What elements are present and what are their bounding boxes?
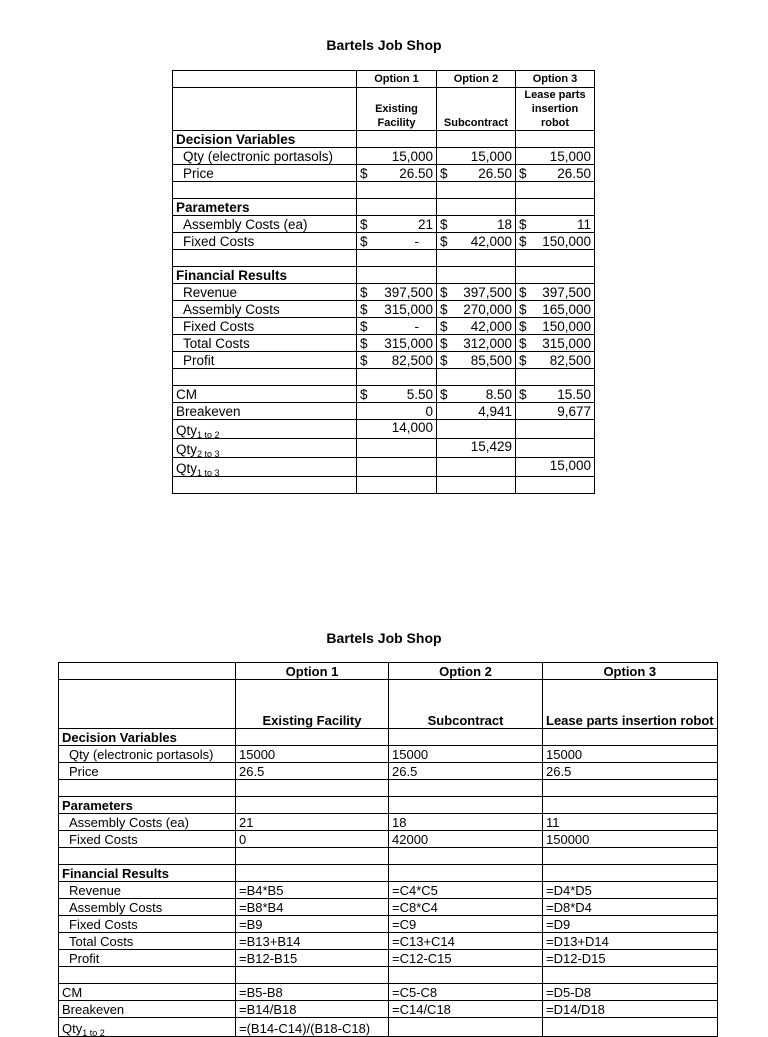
formula-fixed-2[interactable]: 42000 <box>389 831 543 848</box>
cell-assembly-2[interactable] <box>437 301 516 318</box>
table-row <box>173 267 595 284</box>
dollar-sign: $ <box>519 319 527 334</box>
section-decision[interactable]: Decision Variables <box>59 729 236 746</box>
label-revenue[interactable]: Revenue <box>173 284 357 301</box>
formula-fixed2-2[interactable]: =C9 <box>389 916 543 933</box>
cell-fixed-1[interactable] <box>357 233 437 250</box>
cell-fixed2-2[interactable] <box>437 318 516 335</box>
header-option-2[interactable]: Option 2 <box>437 71 516 88</box>
formula-fixed-3[interactable]: 150000 <box>543 831 718 848</box>
cell[interactable] <box>516 477 595 494</box>
cell-assembly-ea-1[interactable] <box>357 216 437 233</box>
formula-fixed2-3[interactable]: =D9 <box>543 916 718 933</box>
cell[interactable] <box>516 439 595 458</box>
cell[interactable] <box>437 182 516 199</box>
table-row <box>59 780 718 797</box>
value: 82,500 <box>549 353 591 368</box>
cell-revenue-2[interactable] <box>437 284 516 301</box>
dollar-sign: $ <box>360 336 368 351</box>
dollar-sign: $ <box>519 387 527 402</box>
cell[interactable] <box>357 267 437 284</box>
cell[interactable] <box>437 369 516 386</box>
cell-total-1[interactable] <box>357 335 437 352</box>
table-row <box>59 984 718 1001</box>
table-row <box>173 403 595 420</box>
value: 5.50 <box>406 387 433 402</box>
table-row <box>59 967 718 984</box>
cell[interactable] <box>59 663 236 680</box>
label-qty-1-to-2[interactable] <box>59 1018 236 1037</box>
formula-assembly-3[interactable]: =D8*D4 <box>543 899 718 916</box>
dollar-sign: $ <box>360 302 368 317</box>
dollar-sign: $ <box>360 353 368 368</box>
value: 315,000 <box>384 336 433 351</box>
formula-assembly-ea-3[interactable]: 11 <box>543 814 718 831</box>
value: 42,000 <box>470 234 512 249</box>
formula-price-3[interactable]: 26.5 <box>543 763 718 780</box>
cell-price-2[interactable] <box>437 165 516 182</box>
label-qty[interactable]: Qty (electronic portasols) <box>173 148 357 165</box>
formula-fixed2-1[interactable]: =B9 <box>236 916 389 933</box>
cell[interactable] <box>437 420 516 439</box>
formula-fixed-1[interactable]: 0 <box>236 831 389 848</box>
cell[interactable] <box>516 131 595 148</box>
dollar-sign: $ <box>440 387 448 402</box>
qty-subscript: 1 to 3 <box>197 468 220 477</box>
value: - <box>414 234 419 249</box>
cell-qty-1[interactable]: 15,000 <box>357 148 437 165</box>
dollar-sign: $ <box>440 336 448 351</box>
formula-cm-2[interactable]: =C5-C8 <box>389 984 543 1001</box>
table-row <box>173 284 595 301</box>
dollar-sign: $ <box>440 234 448 249</box>
label-assembly[interactable]: Assembly Costs <box>59 899 236 916</box>
desc-option-1[interactable]: Existing Facility <box>236 680 389 729</box>
dollar-sign: $ <box>519 302 527 317</box>
formula-qty12[interactable]: =(B14-C14)/(B18-C18) <box>236 1018 389 1037</box>
formula-qty-1[interactable]: 15000 <box>236 746 389 763</box>
desc-option-2[interactable] <box>437 88 516 131</box>
formula-assembly-ea-1[interactable]: 21 <box>236 814 389 831</box>
table-row <box>173 458 595 477</box>
qty-base: Qty <box>176 461 198 476</box>
cell[interactable] <box>236 729 389 746</box>
cell[interactable] <box>173 369 357 386</box>
header-option-3[interactable]: Option 3 <box>516 71 595 88</box>
header-option-2[interactable]: Option 2 <box>389 663 543 680</box>
desc-option-3[interactable]: Lease parts insertion robot <box>543 680 718 729</box>
label-assembly-ea[interactable]: Assembly Costs (ea) <box>173 216 357 233</box>
value: 26.50 <box>399 166 433 181</box>
desc-line: Subcontract <box>443 117 509 129</box>
table-row <box>59 882 718 899</box>
table-row <box>173 216 595 233</box>
label-breakeven[interactable]: Breakeven <box>173 403 357 420</box>
qty-base: Qty <box>176 442 198 457</box>
formula-total-3[interactable]: =D13+D14 <box>543 933 718 950</box>
value: 397,500 <box>542 285 591 300</box>
qty-subscript: 1 to 2 <box>82 1028 105 1037</box>
table-row <box>59 899 718 916</box>
cell[interactable] <box>516 182 595 199</box>
desc-line: Facility <box>377 117 416 129</box>
value: 165,000 <box>542 302 591 317</box>
value: 21 <box>417 217 433 232</box>
formula-breakeven-3[interactable]: =D14/D18 <box>543 1001 718 1018</box>
cell[interactable] <box>59 848 236 865</box>
dollar-sign: $ <box>360 285 368 300</box>
cell-breakeven-3[interactable]: 9,677 <box>516 403 595 420</box>
dollar-sign: $ <box>519 285 527 300</box>
section-parameters[interactable]: Parameters <box>173 199 357 216</box>
cell[interactable] <box>357 369 437 386</box>
dollar-sign: $ <box>440 166 448 181</box>
cell-cm-2[interactable] <box>437 386 516 403</box>
cell[interactable] <box>236 865 389 882</box>
cell-profit-3[interactable] <box>516 352 595 369</box>
table-row <box>59 865 718 882</box>
table-row <box>173 233 595 250</box>
cell[interactable] <box>543 848 718 865</box>
title-values: Bartels Job Shop <box>326 37 442 53</box>
dollar-sign: $ <box>519 234 527 249</box>
label-fixed2[interactable]: Fixed Costs <box>173 318 357 335</box>
cell-profit-2[interactable] <box>437 352 516 369</box>
cell[interactable] <box>437 267 516 284</box>
formula-revenue-1[interactable]: =B4*B5 <box>236 882 389 899</box>
desc-line: Existing <box>375 103 418 115</box>
label-price[interactable]: Price <box>173 165 357 182</box>
table-row <box>173 318 595 335</box>
cell[interactable] <box>389 848 543 865</box>
table-row <box>173 148 595 165</box>
value: 82,500 <box>391 353 433 368</box>
cell-fixed2-1[interactable] <box>357 318 437 335</box>
cell[interactable] <box>236 848 389 865</box>
table-row <box>173 131 595 148</box>
cell-assembly-3[interactable] <box>516 301 595 318</box>
section-parameters[interactable]: Parameters <box>59 797 236 814</box>
table-row <box>59 746 718 763</box>
cell-cm-1[interactable] <box>357 386 437 403</box>
table-row <box>173 182 595 199</box>
label-breakeven[interactable]: Breakeven <box>59 1001 236 1018</box>
description-row <box>173 88 595 131</box>
qty-base: Qty <box>176 423 198 438</box>
table-row <box>173 477 595 494</box>
cell-fixed-3[interactable] <box>516 233 595 250</box>
section-decision[interactable]: Decision Variables <box>173 131 357 148</box>
cell[interactable] <box>173 182 357 199</box>
label-total[interactable]: Total Costs <box>59 933 236 950</box>
value: 26.50 <box>478 166 512 181</box>
desc-option-1[interactable] <box>357 88 437 131</box>
cell[interactable] <box>543 1018 718 1037</box>
cell-breakeven-2[interactable]: 4,941 <box>437 403 516 420</box>
value: 26.50 <box>557 166 591 181</box>
cell[interactable] <box>173 477 357 494</box>
cell[interactable] <box>59 780 236 797</box>
cell[interactable] <box>357 250 437 267</box>
value: 315,000 <box>384 302 433 317</box>
table-row <box>173 165 595 182</box>
header-option-1[interactable]: Option 1 <box>357 71 437 88</box>
formula-cm-3[interactable]: =D5-D8 <box>543 984 718 1001</box>
cell[interactable] <box>437 250 516 267</box>
table-row <box>59 1001 718 1018</box>
formula-cm-1[interactable]: =B5-B8 <box>236 984 389 1001</box>
formula-total-1[interactable]: =B13+B14 <box>236 933 389 950</box>
cell[interactable] <box>543 967 718 984</box>
formula-profit-3[interactable]: =D12-D15 <box>543 950 718 967</box>
value: 312,000 <box>463 336 512 351</box>
label-cm[interactable]: CM <box>173 386 357 403</box>
cell-revenue-3[interactable] <box>516 284 595 301</box>
cell[interactable] <box>516 199 595 216</box>
cell-assembly-1[interactable] <box>357 301 437 318</box>
cell[interactable] <box>516 420 595 439</box>
formulas-table <box>58 662 718 1037</box>
table-row <box>173 439 595 458</box>
cell[interactable] <box>389 865 543 882</box>
label-qty-2-to-3[interactable] <box>173 439 357 458</box>
dollar-sign: $ <box>360 234 368 249</box>
label-cm[interactable]: CM <box>59 984 236 1001</box>
formula-price-1[interactable]: 26.5 <box>236 763 389 780</box>
table-row <box>173 335 595 352</box>
cell[interactable] <box>389 797 543 814</box>
label-fixed[interactable]: Fixed Costs <box>59 831 236 848</box>
cell-breakeven-1[interactable]: 0 <box>357 403 437 420</box>
value: - <box>414 319 419 334</box>
cell[interactable] <box>516 250 595 267</box>
cell[interactable] <box>173 88 357 131</box>
cell[interactable] <box>516 369 595 386</box>
label-price[interactable]: Price <box>59 763 236 780</box>
cell[interactable] <box>516 267 595 284</box>
table-row <box>173 199 595 216</box>
label-revenue[interactable]: Revenue <box>59 882 236 899</box>
cell[interactable] <box>357 182 437 199</box>
value: 42,000 <box>470 319 512 334</box>
section-financial[interactable]: Financial Results <box>59 865 236 882</box>
table-row <box>59 950 718 967</box>
formula-profit-1[interactable]: =B12-B15 <box>236 950 389 967</box>
cell-qty-2[interactable]: 15,000 <box>437 148 516 165</box>
formula-qty-3[interactable]: 15000 <box>543 746 718 763</box>
cell[interactable] <box>543 780 718 797</box>
desc-line: Lease parts <box>524 89 586 101</box>
dollar-sign: $ <box>360 217 368 232</box>
value: 11 <box>576 217 591 232</box>
table-row <box>173 301 595 318</box>
qty-base: Qty <box>62 1021 83 1036</box>
cell[interactable] <box>389 967 543 984</box>
cell-fixed-2[interactable] <box>437 233 516 250</box>
dollar-sign: $ <box>440 285 448 300</box>
header-row <box>173 71 595 88</box>
value: 397,500 <box>384 285 433 300</box>
dollar-sign: $ <box>360 166 368 181</box>
values-table <box>172 70 595 494</box>
label-total[interactable]: Total Costs <box>173 335 357 352</box>
label-qty-1-to-2[interactable] <box>173 420 357 439</box>
value: 18 <box>496 217 512 232</box>
dollar-sign: $ <box>360 387 368 402</box>
cell-price-3[interactable] <box>516 165 595 182</box>
formula-qty-2[interactable]: 15000 <box>389 746 543 763</box>
label-fixed2[interactable]: Fixed Costs <box>59 916 236 933</box>
formula-assembly-1[interactable]: =B8*B4 <box>236 899 389 916</box>
value: 150,000 <box>542 234 591 249</box>
cell[interactable] <box>357 477 437 494</box>
label-qty-1-to-3[interactable] <box>173 458 357 477</box>
cell[interactable] <box>357 199 437 216</box>
value: 85,500 <box>470 353 512 368</box>
label-assembly[interactable]: Assembly Costs <box>173 301 357 318</box>
cell-assembly-ea-3[interactable] <box>516 216 595 233</box>
cell-revenue-1[interactable] <box>357 284 437 301</box>
description-row <box>59 680 718 729</box>
cell[interactable] <box>236 967 389 984</box>
cell-cm-3[interactable] <box>516 386 595 403</box>
table-row <box>173 250 595 267</box>
formula-breakeven-1[interactable]: =B14/B18 <box>236 1001 389 1018</box>
dollar-sign: $ <box>440 353 448 368</box>
formula-profit-2[interactable]: =C12-C15 <box>389 950 543 967</box>
formula-assembly-2[interactable]: =C8*C4 <box>389 899 543 916</box>
dollar-sign: $ <box>519 217 527 232</box>
cell-qty13[interactable]: 15,000 <box>516 458 595 477</box>
cell-total-3[interactable] <box>516 335 595 352</box>
cell-qty23[interactable]: 15,429 <box>437 439 516 458</box>
table-row <box>59 916 718 933</box>
header-option-3[interactable]: Option 3 <box>543 663 718 680</box>
cell[interactable] <box>357 458 437 477</box>
cell[interactable] <box>236 797 389 814</box>
dollar-sign: $ <box>440 302 448 317</box>
table-row <box>173 369 595 386</box>
table-row <box>59 797 718 814</box>
table-row <box>59 729 718 746</box>
table-row <box>59 1018 718 1037</box>
cell-total-2[interactable] <box>437 335 516 352</box>
table-row <box>173 386 595 403</box>
label-assembly-ea[interactable]: Assembly Costs (ea) <box>59 814 236 831</box>
table-row <box>59 814 718 831</box>
cell[interactable] <box>236 780 389 797</box>
formula-revenue-3[interactable]: =D4*D5 <box>543 882 718 899</box>
dollar-sign: $ <box>440 319 448 334</box>
label-qty[interactable]: Qty (electronic portasols) <box>59 746 236 763</box>
cell-fixed2-3[interactable] <box>516 318 595 335</box>
cell-qty-3[interactable]: 15,000 <box>516 148 595 165</box>
desc-line: insertion <box>531 103 579 115</box>
value: 150,000 <box>542 319 591 334</box>
qty-subscript: 2 to 3 <box>197 449 220 458</box>
header-row <box>59 663 718 680</box>
cell[interactable] <box>357 439 437 458</box>
value: 270,000 <box>463 302 512 317</box>
cell[interactable] <box>357 131 437 148</box>
label-profit[interactable]: Profit <box>59 950 236 967</box>
cell[interactable] <box>389 729 543 746</box>
cell[interactable] <box>173 250 357 267</box>
cell[interactable] <box>173 71 357 88</box>
table-row <box>59 763 718 780</box>
desc-line: robot <box>540 117 570 129</box>
value: 397,500 <box>463 285 512 300</box>
label-fixed[interactable]: Fixed Costs <box>173 233 357 250</box>
cell[interactable] <box>543 729 718 746</box>
desc-option-3[interactable] <box>516 88 595 131</box>
table-row <box>59 848 718 865</box>
cell-price-1[interactable] <box>357 165 437 182</box>
value: 315,000 <box>542 336 591 351</box>
cell-qty12[interactable]: 14,000 <box>357 420 437 439</box>
cell-profit-1[interactable] <box>357 352 437 369</box>
desc-option-2[interactable]: Subcontract <box>389 680 543 729</box>
cell[interactable] <box>437 477 516 494</box>
cell[interactable] <box>389 1018 543 1037</box>
cell[interactable] <box>59 680 236 729</box>
formula-price-2[interactable]: 26.5 <box>389 763 543 780</box>
value: 15.50 <box>557 387 591 402</box>
dollar-sign: $ <box>360 319 368 334</box>
dollar-sign: $ <box>519 336 527 351</box>
formula-assembly-ea-2[interactable]: 18 <box>389 814 543 831</box>
dollar-sign: $ <box>440 217 448 232</box>
table-row <box>59 831 718 848</box>
dollar-sign: $ <box>519 166 527 181</box>
table-row <box>59 933 718 950</box>
value: 8.50 <box>485 387 512 402</box>
table-row <box>173 420 595 439</box>
header-option-1[interactable]: Option 1 <box>236 663 389 680</box>
dollar-sign: $ <box>519 353 527 368</box>
table-row <box>173 352 595 369</box>
cell[interactable] <box>59 967 236 984</box>
cell[interactable] <box>543 797 718 814</box>
section-financial[interactable]: Financial Results <box>173 267 357 284</box>
title-formulas: Bartels Job Shop <box>326 630 442 646</box>
qty-subscript: 1 to 2 <box>197 430 220 439</box>
cell[interactable] <box>437 131 516 148</box>
label-profit[interactable]: Profit <box>173 352 357 369</box>
cell[interactable] <box>389 780 543 797</box>
cell[interactable] <box>543 865 718 882</box>
cell-assembly-ea-2[interactable] <box>437 216 516 233</box>
cell[interactable] <box>437 458 516 477</box>
formula-breakeven-2[interactable]: =C14/C18 <box>389 1001 543 1018</box>
formula-revenue-2[interactable]: =C4*C5 <box>389 882 543 899</box>
cell[interactable] <box>437 199 516 216</box>
formula-total-2[interactable]: =C13+C14 <box>389 933 543 950</box>
